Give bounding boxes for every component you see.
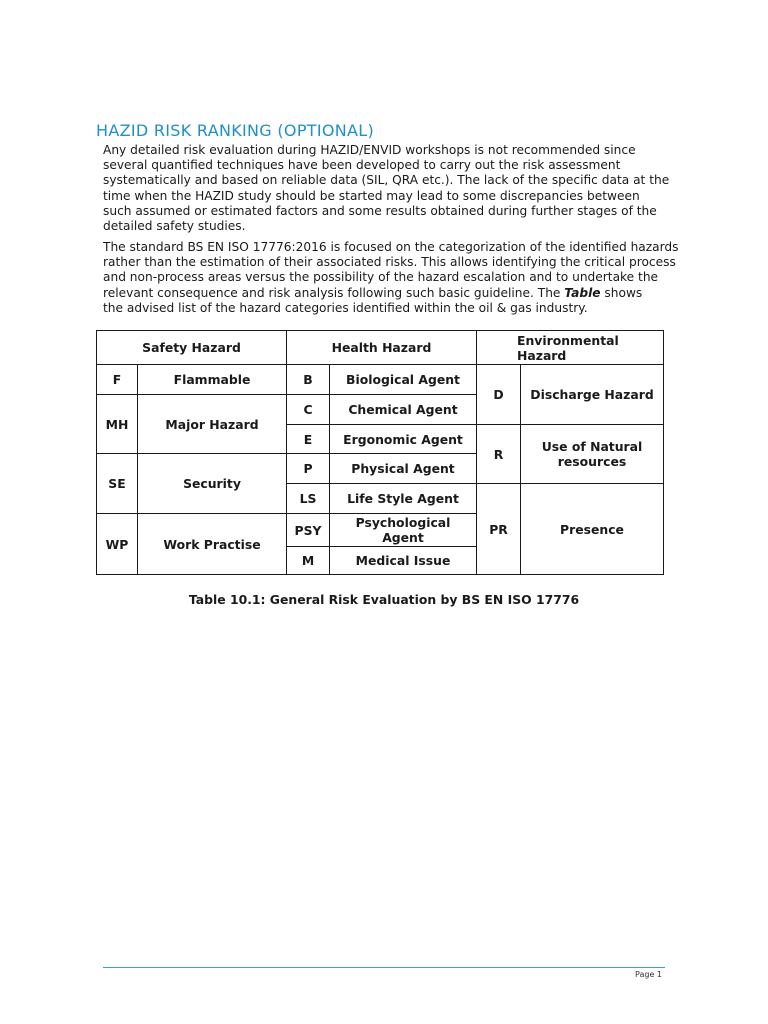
safety-name: Flammable bbox=[138, 365, 287, 395]
paragraph-line: The standard BS EN ISO 17776:2016 is focused on the categorization of the identified hazards bbox=[103, 240, 679, 254]
health-code: E bbox=[287, 425, 330, 454]
safety-code: WP bbox=[97, 514, 138, 575]
safety-code: SE bbox=[97, 454, 138, 514]
environmental-name: Use of Natural resources bbox=[521, 425, 664, 484]
health-name: Medical Issue bbox=[330, 547, 477, 575]
paragraph-line: systematically and based on reliable data (SIL, QRA etc.). The lack of the specific data at the bbox=[103, 173, 670, 188]
environmental-code: R bbox=[477, 425, 521, 484]
environmental-code: PR bbox=[477, 484, 521, 575]
paragraph-line: and non-process areas versus the possibility of the hazard escalation and to undertake the bbox=[103, 270, 659, 285]
health-code: LS bbox=[287, 484, 330, 514]
paragraph-line: several quantified techniques have been developed to carry out the risk assessment bbox=[103, 158, 621, 173]
footer-divider bbox=[103, 967, 665, 968]
health-name: Chemical Agent bbox=[330, 395, 477, 425]
health-code: P bbox=[287, 454, 330, 484]
table-caption: Table 10.1: General Risk Evaluation by BS EN ISO 17776 bbox=[188, 592, 580, 607]
paragraph-line bbox=[103, 286, 683, 301]
health-code: PSY bbox=[287, 514, 330, 547]
health-hazard-header: Health Hazard bbox=[287, 331, 477, 365]
environmental-hazard-header: Environmental Hazard bbox=[477, 331, 664, 365]
paragraph-line: such assumed or estimated factors and some results obtained during further stages of the bbox=[103, 203, 657, 218]
safety-name: Major Hazard bbox=[138, 395, 287, 454]
paragraph-line: rather than the estimation of their associated risks. This allows identifying the critical process bbox=[103, 255, 676, 270]
health-name: Physical Agent bbox=[330, 454, 477, 484]
safety-code: MH bbox=[97, 395, 138, 454]
health-name: Life Style Agent bbox=[330, 484, 477, 514]
health-name: Psychological Agent bbox=[330, 514, 477, 547]
environmental-name: Discharge Hazard bbox=[521, 365, 664, 425]
line-text: relevant consequence and risk analysis following such basic guideline. The bbox=[103, 285, 565, 300]
paragraph-line: Any detailed risk evaluation during HAZID/ENVID workshops is not recommended since bbox=[103, 143, 636, 157]
health-code: M bbox=[287, 547, 330, 575]
environmental-name: Presence bbox=[521, 484, 664, 575]
paragraph-line: detailed safety studies. bbox=[103, 219, 246, 234]
page-number: Page 1 bbox=[635, 970, 662, 979]
line-text: shows bbox=[600, 285, 643, 300]
health-name: Biological Agent bbox=[330, 365, 477, 395]
paragraph-2 bbox=[103, 240, 683, 316]
safety-hazard-header: Safety Hazard bbox=[97, 331, 287, 365]
environmental-code: D bbox=[477, 365, 521, 425]
paragraph-1 bbox=[103, 143, 683, 234]
paragraph-line: the advised list of the hazard categories identified within the oil & gas industry. bbox=[103, 300, 588, 315]
section-heading: HAZID RISK RANKING (OPTIONAL) bbox=[96, 121, 375, 140]
safety-name: Work Practise bbox=[138, 514, 287, 575]
safety-code: F bbox=[97, 365, 138, 395]
table-reference: Table bbox=[564, 285, 601, 300]
health-code: B bbox=[287, 365, 330, 395]
paragraph-line: time when the HAZID study should be started may lead to some discrepancies between bbox=[103, 188, 640, 203]
health-code: C bbox=[287, 395, 330, 425]
safety-name: Security bbox=[138, 454, 287, 514]
hazard-table bbox=[96, 330, 664, 575]
health-name: Ergonomic Agent bbox=[330, 425, 477, 454]
